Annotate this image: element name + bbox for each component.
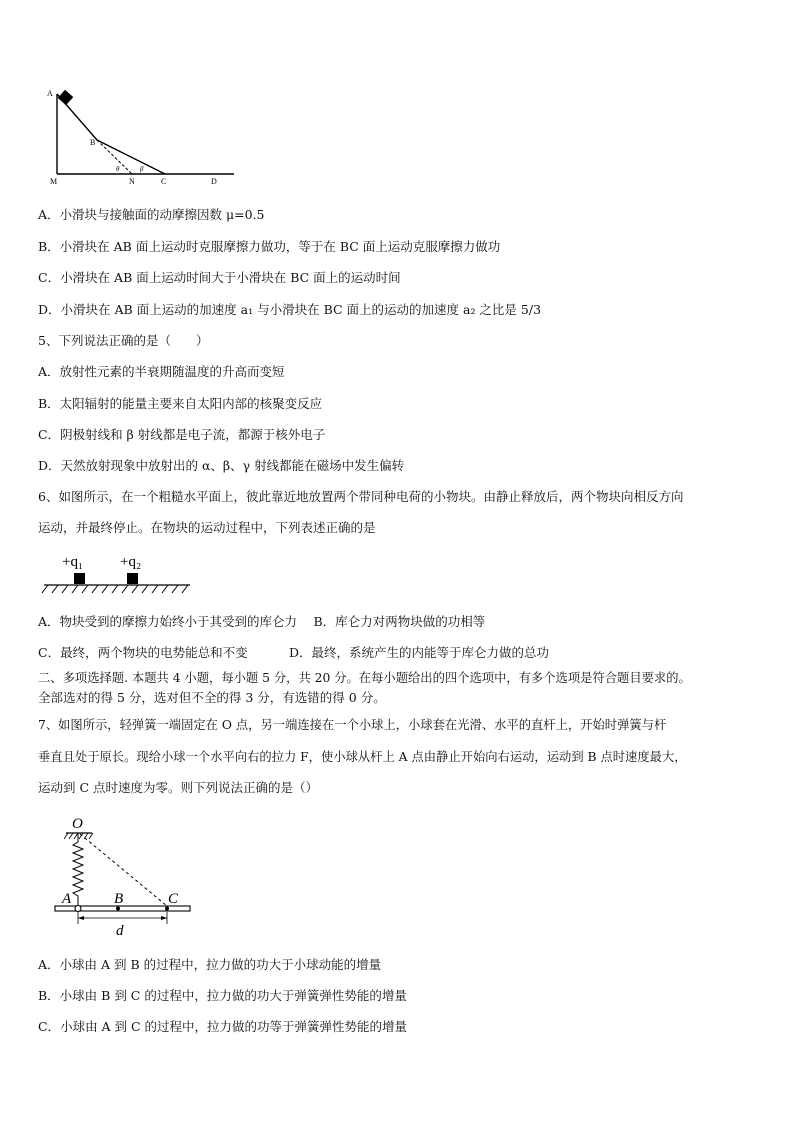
label-B: B [114, 891, 124, 907]
label-A: A [62, 891, 72, 907]
q2-label: +q₂ [120, 554, 142, 570]
q5-option-c: C．阴极射线和 β 射线都是电子流，都源于核外电子 [38, 427, 326, 442]
q4-option-b: B．小滑块在 AB 面上运动时克服摩擦力做功，等于在 BC 面上运动克服摩擦力做功 [38, 239, 501, 254]
section2-line1: 二、多项选择题. 本题共 4 小题，每小题 5 分，共 20 分。在每小题给出的四个选项中，有多个选项是符合题目要求的。 [38, 671, 691, 685]
q7-option-a: A．小球由 A 到 B 的过程中，拉力做的功大于小球动能的增量 [38, 957, 382, 972]
q7-stem-line1: 7、如图所示，轻弹簧一端固定在 O 点，另一端连接在一个小球上，小球套在光滑、水平的直杆上，开始时弹簧与杆 [38, 718, 667, 732]
q4-option-d: D．小滑块在 AB 面上运动的加速度 a₁ 与小滑块在 BC 面上的运动的加速度 a₂ 之比是 5/3 [38, 302, 542, 317]
q5-option-d: D．天然放射现象中放射出的 α、β、γ 射线都能在磁场中发生偏转 [38, 458, 405, 473]
point-B [116, 907, 120, 911]
label-A: A [47, 89, 53, 98]
q7-option-b: B．小球由 B 到 C 的过程中，拉力做的功大于弹簧弹性势能的增量 [38, 988, 407, 1003]
section2-line2: 全部选对的得 5 分，选对但不全的得 3 分，有选错的得 0 分。 [38, 690, 386, 705]
label-C: C [168, 891, 179, 907]
q5-option-a: A．放射性元素的半衰期随温度的升高而变短 [38, 364, 285, 379]
label-beta: β [140, 165, 144, 173]
q5-stem: 5、下列说法正确的是（ ） [38, 333, 209, 348]
q7-stem-line2: 垂直且处于原长。现给小球一个水平向右的拉力 F，使小球从杆上 A 点由静止开始向右运动，运动到 B 点时速度最大， [38, 750, 687, 764]
block-q2 [127, 573, 138, 584]
label-B: B [90, 138, 96, 147]
label-d: d [116, 923, 124, 939]
q1-label: +q₁ [62, 554, 84, 570]
q6-options-cd: C．最终，两个物块的电势能总和不变 D．最终，系统产生的内能等于库仑力做的总功 [38, 645, 550, 660]
q6-stem-line2: 运动，并最终停止。在物块的运动过程中，下列表述正确的是 [38, 520, 376, 535]
point-C [165, 907, 169, 911]
label-C: C [161, 177, 167, 186]
spring-shape [73, 833, 83, 907]
charged-blocks-figure [42, 548, 202, 600]
q7-option-c: C．小球由 A 到 C 的过程中，拉力做的功等于弹簧弹性势能的增量 [38, 1019, 408, 1034]
label-M: M [50, 177, 58, 186]
q7-stem-line3: 运动到 C 点时速度为零。则下列说法正确的是（） [38, 780, 319, 795]
q6-options-ab: A．物块受到的摩擦力始终小于其受到的库仑力 B．库仑力对两物块做的功相等 [38, 614, 486, 629]
q5-option-b: B．太阳辐射的能量主要来自太阳内部的核聚变反应 [38, 396, 323, 411]
ball-A [75, 906, 81, 912]
q4-option-a: A．小滑块与接触面的动摩擦因数 μ=0.5 [38, 207, 265, 222]
q4-option-c: C．小滑块在 AB 面上运动时间大于小滑块在 BC 面上的运动时间 [38, 270, 401, 285]
label-D: D [211, 177, 217, 186]
block-shape [58, 90, 74, 106]
label-O: O [72, 816, 83, 832]
block-q1 [74, 573, 85, 584]
label-theta: θ [116, 165, 120, 173]
q6-stem-line1: 6、如图所示，在一个粗糙水平面上，彼此靠近地放置两个带同种电荷的小物块。由静止释放后，两个物块向相反方向 [38, 489, 684, 504]
label-N: N [129, 177, 135, 186]
spring-rod-figure [50, 812, 200, 942]
incline-figure [44, 88, 244, 188]
